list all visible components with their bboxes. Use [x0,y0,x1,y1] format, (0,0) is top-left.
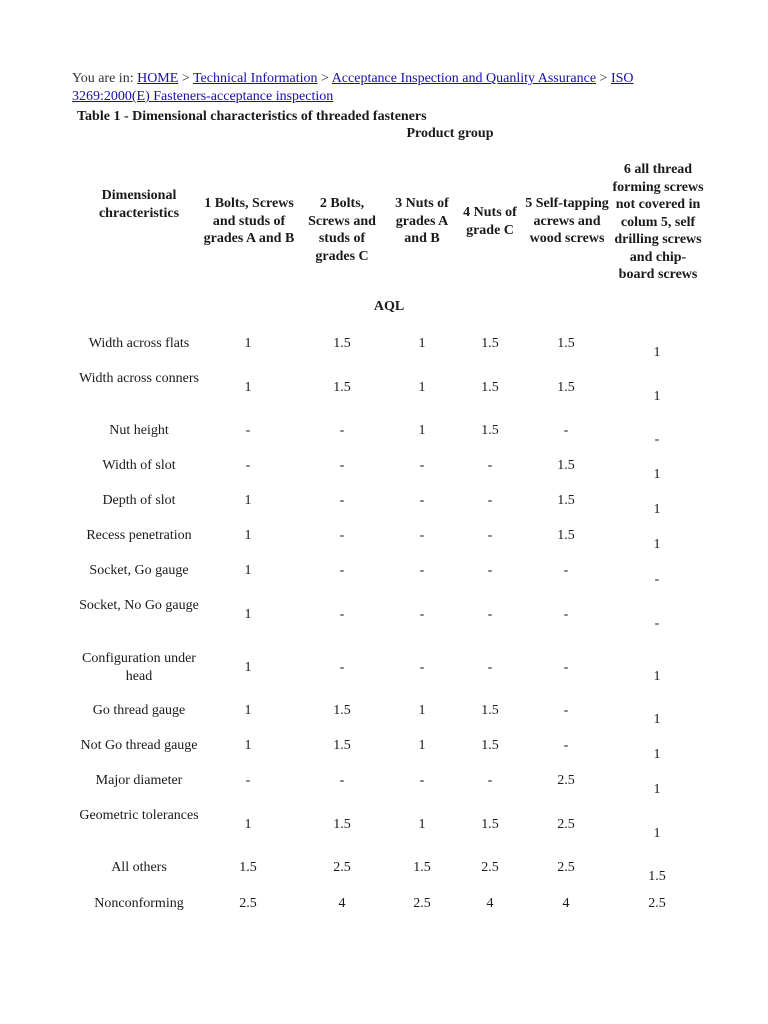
aql-value-cell: 1 [653,782,661,797]
aql-value-cell: - [563,738,569,753]
aql-value-cell: - [339,458,345,473]
aql-value-cell: 2.5 [557,860,575,875]
aql-value-cell: - [563,607,569,622]
row-label: Width of slot [102,458,176,473]
aql-value-cell: 1 [244,817,252,832]
aql-value-cell: 1 [244,563,252,578]
row-label: Width across flats [88,336,190,351]
aql-heading: AQL [373,299,405,314]
aql-value-cell: 1.5 [333,703,351,718]
aql-value-cell: 1 [244,528,252,543]
row-label: Socket, Go gauge [89,563,189,578]
aql-value-cell: - [339,660,345,675]
header-product-group-1: 1 Bolts, Screws and studs of grades A and B [203,196,295,246]
breadcrumb-link-technical-information[interactable]: Technical Information [192,71,318,86]
aql-value-cell: 1.5 [481,703,499,718]
aql-value-cell: 4 [486,896,494,911]
aql-value-cell: 1.5 [557,493,575,508]
breadcrumb-separator: > [599,71,608,86]
aql-value-cell: 1 [244,493,252,508]
breadcrumb-separator: > [181,71,190,86]
aql-value-cell: 1.5 [557,528,575,543]
aql-value-cell: 1 [653,502,661,517]
aql-value-cell: 1 [653,747,661,762]
aql-value-cell: - [419,607,425,622]
header-product-group-3: 3 Nuts of grades A and B [395,196,449,246]
breadcrumb-separator: > [321,71,329,86]
aql-value-cell: 1 [418,817,426,832]
aql-value-cell: - [339,423,345,438]
aql-value-cell: - [487,660,493,675]
aql-value-cell: - [419,563,425,578]
aql-value-cell: 1.5 [557,380,575,395]
aql-value-cell: - [419,528,425,543]
aql-value-cell: - [339,607,345,622]
aql-value-cell: - [419,773,425,788]
header-product-group-5: 5 Self-tapping acrews and wood screws [525,196,609,246]
aql-value-cell: - [339,773,345,788]
aql-value-cell: - [654,432,660,447]
aql-value-cell: 1 [653,826,661,841]
aql-value-cell: 1 [653,345,661,360]
breadcrumb-prefix: You are in: [72,71,134,86]
aql-value-cell: - [419,458,425,473]
breadcrumb-link-iso-3269[interactable]: ISO 3269:2000(E) Fasteners-acceptance inspection [72,71,634,104]
breadcrumb-link-acceptance-inspection[interactable]: Acceptance Inspection and Quanlity Assurance [331,71,597,86]
aql-value-cell: 1 [244,336,252,351]
breadcrumb-link-home[interactable]: HOME [137,71,179,86]
row-label: Nut height [109,423,169,438]
aql-value-cell: 1 [244,607,252,622]
aql-value-cell: 4 [562,896,570,911]
aql-value-cell: - [563,703,569,718]
aql-value-cell: 1.5 [481,423,499,438]
header-product-group-4: 4 Nuts of grade C [463,205,517,238]
aql-value-cell: - [487,458,493,473]
aql-value-cell: - [487,607,493,622]
aql-value-cell: 1.5 [481,336,499,351]
aql-value-cell: 1.5 [413,860,431,875]
aql-value-cell: 1.5 [333,738,351,753]
aql-value-cell: 1 [653,537,661,552]
aql-value-cell: 1.5 [239,860,257,875]
aql-value-cell: 1 [418,380,426,395]
row-label: Nonconforming [94,896,184,911]
row-label: Recess penetration [86,528,192,543]
row-label: Geometric tolerances [79,808,199,823]
aql-value-cell: 1.5 [648,869,666,884]
row-label: Depth of slot [102,493,176,508]
aql-value-cell: - [339,528,345,543]
aql-value-cell: 2.5 [239,896,257,911]
aql-value-cell: - [245,773,251,788]
row-label: Width across conners [79,371,199,386]
row-label: Major diameter [95,773,183,788]
aql-value-cell: 1 [653,389,661,404]
aql-value-cell: - [654,616,660,631]
header-product-group-6: 6 all thread forming screws not covered in colum 5, self drilling screws and chip-board screws [612,162,704,282]
aql-value-cell: 2.5 [648,896,666,911]
aql-value-cell: 1 [653,669,661,684]
header-dimensional-characteristics: Dimensional chracteristics [98,188,180,221]
row-label: Socket, No Go gauge [79,598,199,613]
aql-value-cell: 1.5 [333,336,351,351]
table-caption: Table 1 - Dimensional characteristics of threaded fasteners [77,109,427,124]
aql-value-cell: 2.5 [557,773,575,788]
aql-value-cell: - [245,458,251,473]
aql-value-cell: 1 [418,738,426,753]
aql-value-cell: - [487,493,493,508]
aql-value-cell: 1.5 [557,336,575,351]
aql-value-cell: 2.5 [481,860,499,875]
aql-value-cell: - [419,660,425,675]
aql-value-cell: 1 [418,423,426,438]
breadcrumb [72,70,692,106]
aql-value-cell: - [339,563,345,578]
row-label: Not Go thread gauge [80,738,198,753]
aql-value-cell: 1 [244,660,252,675]
aql-value-cell: 1 [244,738,252,753]
aql-value-cell: - [245,423,251,438]
aql-value-cell: 1 [244,703,252,718]
header-product-group-2: 2 Bolts, Screws and studs of grades C [308,196,376,264]
aql-value-cell: 2.5 [557,817,575,832]
aql-value-cell: 1.5 [481,738,499,753]
aql-value-cell: 4 [338,896,346,911]
aql-value-cell: 1.5 [333,380,351,395]
aql-value-cell: 1.5 [481,380,499,395]
aql-value-cell: - [419,493,425,508]
row-label: Configuration under head [82,651,196,684]
aql-value-cell: 1 [418,336,426,351]
aql-value-cell: - [487,773,493,788]
aql-value-cell: 1 [418,703,426,718]
product-group-heading: Product group [406,126,494,141]
aql-value-cell: - [487,528,493,543]
aql-value-cell: 1.5 [333,817,351,832]
aql-value-cell: 2.5 [413,896,431,911]
row-label: Go thread gauge [92,703,186,718]
aql-value-cell: - [339,493,345,508]
aql-value-cell: 1.5 [481,817,499,832]
aql-value-cell: 1 [653,712,661,727]
aql-value-cell: - [654,572,660,587]
aql-value-cell: - [563,423,569,438]
row-label: All others [111,860,167,875]
aql-value-cell: 1 [653,467,661,482]
aql-value-cell: 2.5 [333,860,351,875]
aql-value-cell: 1.5 [557,458,575,473]
aql-value-cell: - [563,660,569,675]
aql-value-cell: - [487,563,493,578]
aql-value-cell: 1 [244,380,252,395]
aql-value-cell: - [563,563,569,578]
